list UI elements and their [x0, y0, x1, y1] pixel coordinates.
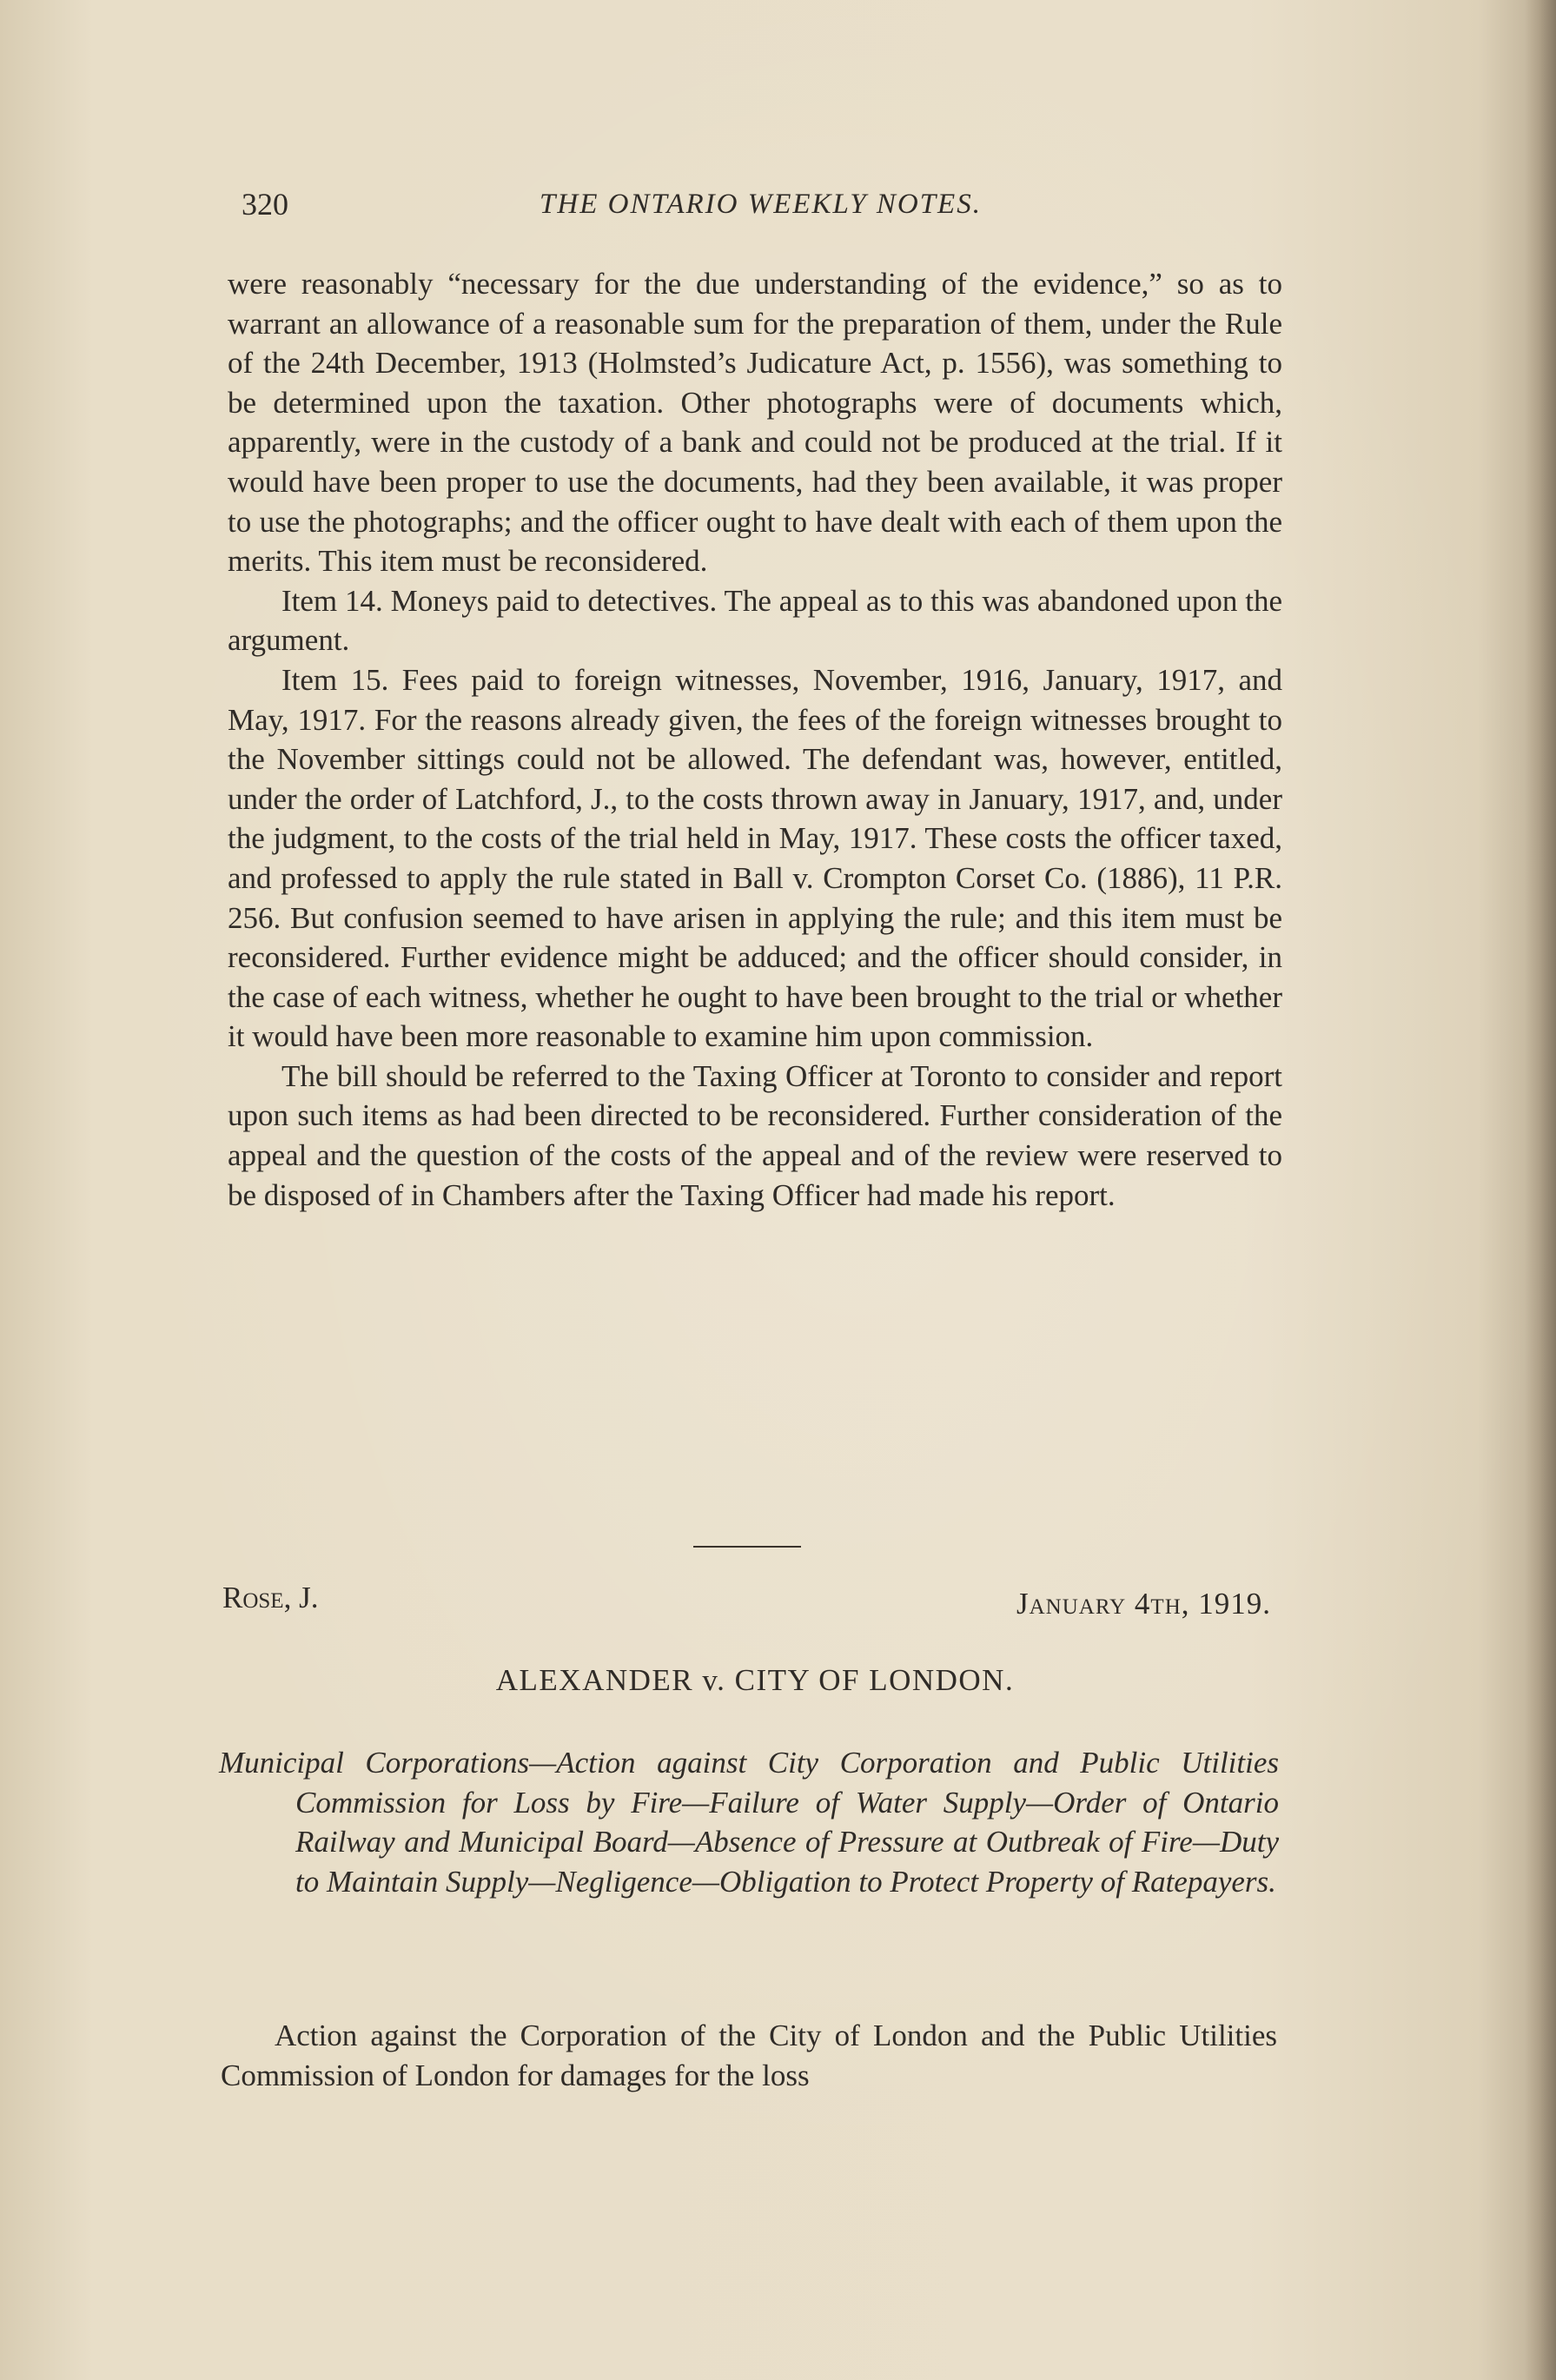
case-title: ALEXANDER v. CITY OF LONDON. — [495, 1663, 1015, 1697]
decision-date: January 4th, 1919. — [1016, 1587, 1271, 1621]
opening-paragraph: Action against the Corporation of the City of London and the Public Utilities Commission of London for damages for the loss — [221, 2019, 1277, 2092]
page-edge-shadow — [1525, 0, 1556, 2380]
running-head — [242, 185, 1280, 223]
journal-title: THE ONTARIO WEEKLY NOTES. — [540, 189, 982, 220]
page-number: 320 — [242, 187, 288, 222]
section-divider — [693, 1546, 801, 1548]
paragraph-continuation: were reasonably “necessary for the due understanding of the evidence,” so as to warrant an allowance of a reasonable sum for the preparation of them, under the Rule of the 24th December, 1913 (Holmsted’s Judicature Act, p. 1556), was something to be determined upon the taxation. Other photographs were of documents which, apparently, were in the custody of a bank and could not be produced at the trial. If it would have been proper to use the documents, had they been available, it was proper to use the photographs; and the officer ought to have dealt with each of them upon the merits. This item must be reconsidered. — [228, 267, 1282, 579]
judge-name: Rose, J. — [222, 1581, 319, 1614]
case-headnote: Municipal Corporations—Action against City Corporation and Public Utilities Commission for Loss by Fire—Failure of Water Supply—Order of Ontario Railway and Municipal Board—Absence of Pressure at Outbreak of Fire—Duty to Maintain Supply—Negligence—Obligation to Protect Property of Ratepayers. — [219, 1746, 1279, 1899]
paragraph-item-14: Item 14. Moneys paid to detectives. The appeal as to this was abandoned upon the argument. — [228, 583, 1282, 658]
paragraph-conclusion: The bill should be referred to the Taxing Officer at Toronto to consider and report upon such items as had been directed to be reconsidered. Further consideration of the appeal and the question of the costs of the appeal and of the review were reserved to be disposed of in Chambers after the Taxing Officer had made his report. — [228, 1058, 1282, 1212]
paragraph-item-15: Item 15. Fees paid to foreign witnesses, November, 1916, January, 1917, and May, 1917. For the reasons already given, the fees of the foreign witnesses brought to the November sittings could not be allowed. The defendant was, however, entitled, under the order of Latchford, J., to the costs thrown away in January, 1917, and, under the judgment, to the costs of the trial held in May, 1917. These costs the officer taxed, and professed to apply the rule stated in Ball v. Crompton Corset Co. (1886), 11 P.R. 256. But confusion seemed to have arisen in applying the rule; and this item must be reconsidered. Further evidence might be adduced; and the officer should consider, in the case of each witness, whether he ought to have been brought to the trial or whether it would have been more reasonable to examine him upon commission. — [228, 662, 1282, 1054]
body-text — [228, 264, 1282, 1215]
